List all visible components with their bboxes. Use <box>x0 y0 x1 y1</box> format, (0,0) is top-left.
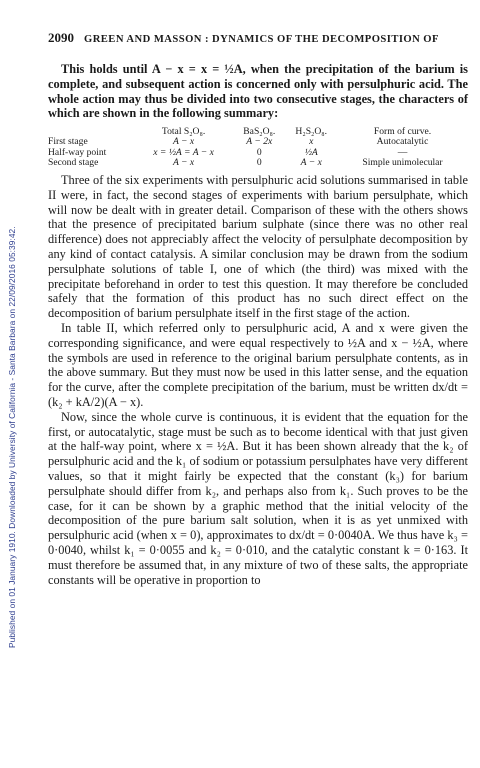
intro-paragraph: This holds until A − x = x = ½A, when the precipitation of the barium is complete, and subsequent action is concerned only with persulphuric acid. The whole action may thus be divided into two consecutive stages, the characters of which are shown in the following summary: <box>48 62 468 121</box>
summary-cell: Second stage <box>48 156 99 168</box>
journal-page <box>48 30 468 587</box>
running-title: GREEN AND MASSON : DYNAMICS OF THE DECOMPOSITION OF <box>84 34 439 45</box>
download-watermark-text: Published on 01 January 1910. Downloaded by University of California - Santa Barbara on 22/09/2016 05:39:42. <box>7 226 17 648</box>
body-paragraph-3: Now, since the whole curve is continuous, it is evident that the equation for the first, or autocatalytic, stage must be such as to become identical with that just given at the half-way point, where x = ½A. But it has been shown already that the k₂ of persulphuric acid and the k₁ of sodium or potassium persulphates have very different values, so that it might fairly be expected that the constant (k₃) for barium persulphate should differ from k₂, and perhaps also from k₁. Such proves to be the case, for it can be shown by a graphic method that the initial velocity of the decomposition of the pure barium salt solution, when it is as yet unmixed with persulphuric acid (when x = 0), approximates to dx/dt = 0·0040A. We thus have k₃ = 0·0040, whilst k₁ = 0·0055 and k₂ = 0·010, and the catalytic constant k = 0·163. It must therefore be assumed that, in any mixture of two of these salts, the appropriate constants will be operative in proportion to <box>48 409 468 587</box>
summary-cell: x <box>309 136 314 148</box>
summary-header-total: Total S₂O₈. <box>161 126 206 138</box>
summary-row-second-stage <box>48 158 468 168</box>
summary-cell: Autocatalytic <box>376 136 429 148</box>
summary-table <box>48 127 468 168</box>
summary-cell: 0 <box>256 156 262 168</box>
body-paragraph-1: Three of the six experiments with persulphuric acid solutions summarised in table II were, in fact, the second stages of experiments with barium persulphate, which will now be dealt with in greater detail. Comparison of these with the others shows that the presence of precipitated barium sulphate (since there was no other real difference) does not appreciably affect the velocity of persulphate decomposition by any kind of contact catalysis. A similar conclusion may be drawn from the sodium persulphate solutions of table I, one of which (the third) was mixed with the precipitate beforehand in order to test this question. It may therefore be concluded safely that the formation of this product has no such direct effect on the decomposition of barium persulphate itself in the first stage of the action. <box>48 173 468 321</box>
page-number: 2090 <box>48 30 74 45</box>
summary-cell: x = ½A = A − x <box>153 146 214 158</box>
summary-header-acid: H₂S₂O₈. <box>295 126 328 138</box>
summary-cell: A − x <box>172 156 195 168</box>
summary-header-curve: Form of curve. <box>373 126 432 138</box>
summary-cell: Half-way point <box>48 146 107 158</box>
summary-cell: — <box>397 146 408 158</box>
summary-cell: A − x <box>300 156 322 168</box>
summary-cell: A − x <box>172 136 195 148</box>
summary-cell: 0 <box>256 146 262 158</box>
download-watermark <box>7 8 17 648</box>
summary-cell: Simple unimolecular <box>362 156 443 168</box>
summary-cell: First stage <box>48 136 88 148</box>
summary-header-barium: BaS₂O₈. <box>243 126 276 138</box>
summary-cell: ½A <box>304 146 318 158</box>
body-paragraph-2: In table II, which referred only to persulphuric acid, A and x were given the corresponding significance, and were equal respectively to ½A and x − ½A, where the symbols are used in reference to the original barium persulphate contents, as in the above summary. But they must now be used in this latter sense, and the equation for the curve, after the complete precipitation of the barium, must be written dx/dt = (k₂ + kA/2)(A − x). <box>48 320 468 409</box>
summary-cell: A − 2x <box>246 136 273 148</box>
running-header <box>48 30 468 46</box>
